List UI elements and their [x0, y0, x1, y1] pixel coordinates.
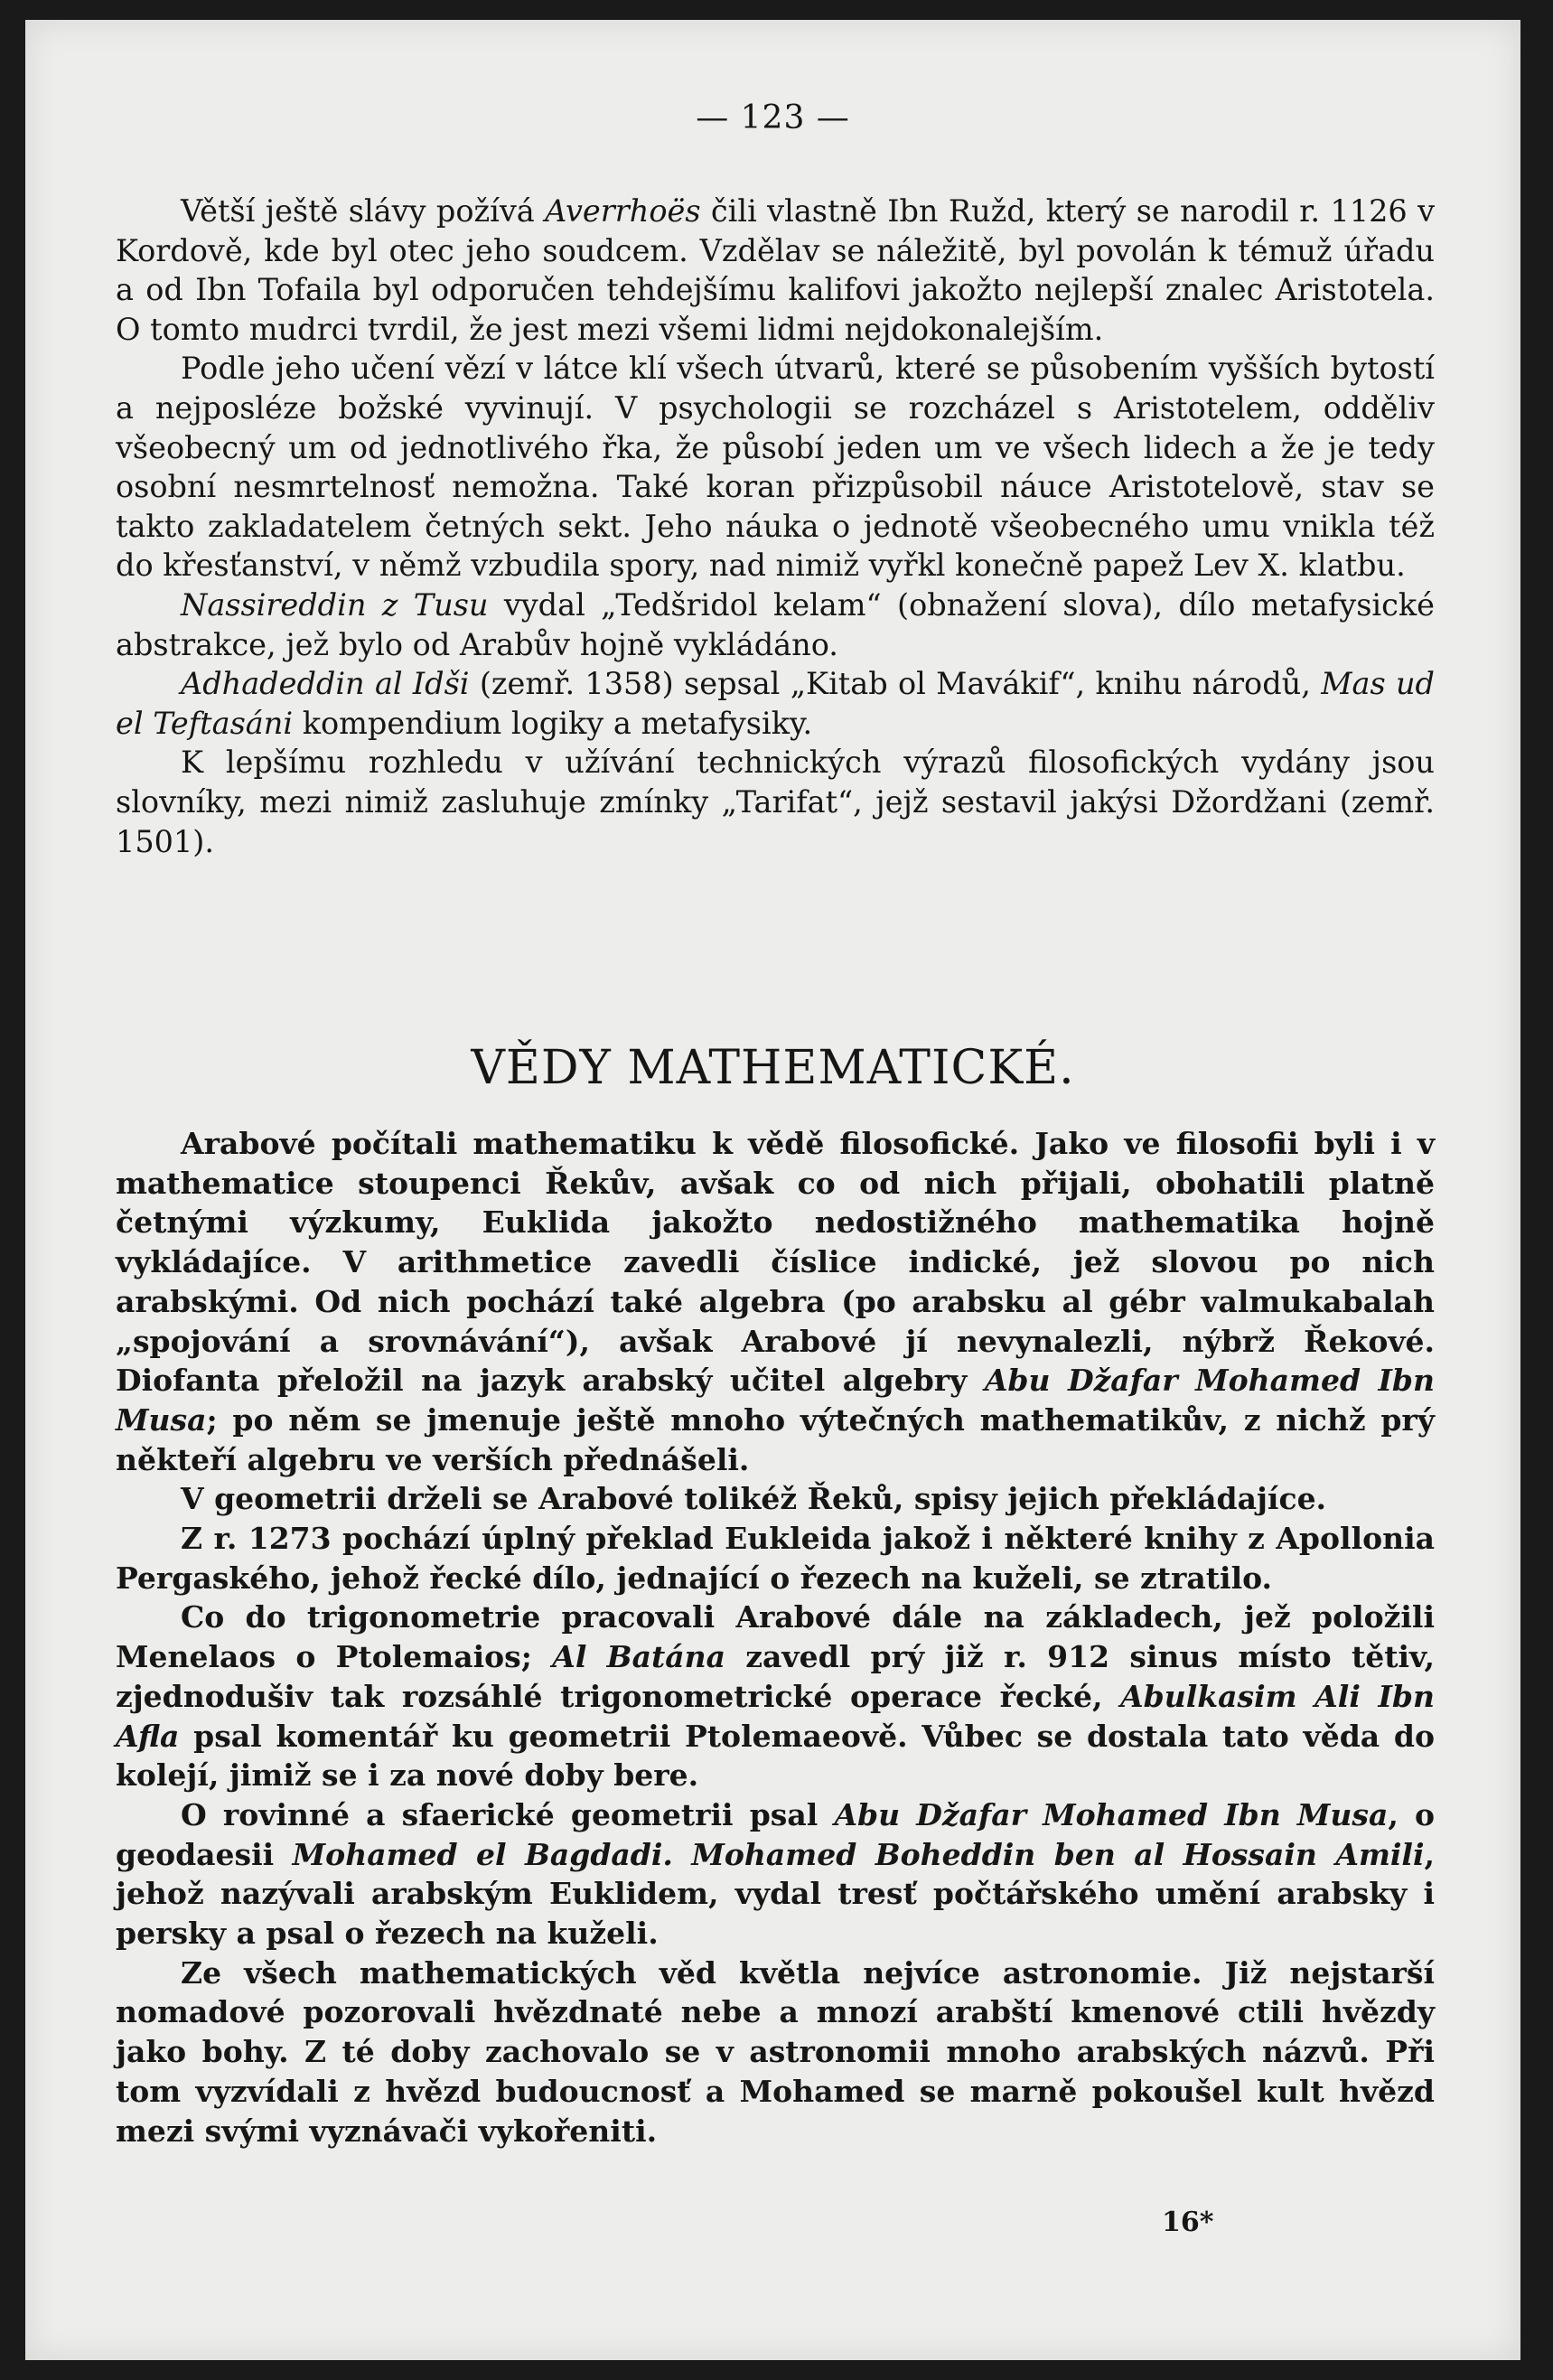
paragraph — [116, 743, 1435, 861]
text-run: Arabové počítali mathematiku k vědě filosofické. Jako ve filosofii byli i v mathematice stoupenci Řekův, avšak co od nich přijali, obohatili platně četnými výzkumy, Euklida jakožto nedostižného mathematika hojně vykládajíce. V arithmetice zavedli číslice indické, jež slovou po nich arabskými. Od nich pochází také algebra (po arabsku al gébr valmukabalah „spojování a srovnávání“), avšak Arabové jí nevynalezli, nýbrž Řekové. Diofanta přeložil na jazyk arabský učitel algebry — [116, 1126, 1435, 1399]
section-heading: VĚDY MATHEMATICKÉ. — [471, 1041, 1075, 1095]
paragraph — [116, 1598, 1435, 1795]
text-run: ; po něm se jmenuje ještě mnoho výtečných mathematikův, z nichž prý někteří algebru ve verších přednášeli. — [116, 1401, 1435, 1477]
italic-name: Abu Džafar Mohamed Ibn Musa — [116, 1363, 1436, 1438]
text-run: O rovinné a sfaerické geometrii psal — [181, 1796, 835, 1832]
text-run: Z r. 1273 pochází úplný překlad Eukleida jakož i některé knihy z Apollonia Pergaského, jehož řecké dílo, jednající o řezech na kuželi, se ztratilo. — [116, 1521, 1435, 1596]
text-run: vydal „Tedšridol kelam“ (obnažení slova), dílo metafysické abstrakce, jež bylo od Arabův hojně vykládáno. — [116, 586, 1435, 662]
page-number: — 123 — — [696, 99, 850, 136]
paragraph — [116, 349, 1435, 586]
text-run: psal komentář ku geometrii Ptolemaeově. Vůbec se dostala tato věda do kolejí, jimiž se i za nové doby bere. — [116, 1718, 1435, 1794]
text-run: Podle jeho učení vězí v látce klí všech útvarů, které se působením vyšších bytostí a nejposléze božské vyvinují. V psychologii se rozcházel s Aristotelem, odděliv všeobecný um od jednotlivého řka, že působí jeden um ve všech lidech a že je tedy osobní nesmrtelnosť nemožna. Také koran přizpůsobil náuce Aristotelově, stav se takto zakladatelem četných sekt. Jeho náuka o jednotě všeobecného umu vnikla též do křesťanství, v němž vzbudila spory, nad nimiž vyřkl konečně papež Lev X. klatbu. — [116, 351, 1435, 584]
paragraph — [116, 1954, 1435, 2151]
italic-name: Abulkasim Ali Ibn Afla — [116, 1678, 1435, 1754]
paragraph — [116, 1795, 1435, 1954]
paragraph — [116, 586, 1435, 664]
text-run: (zemř. 1358) sepsal „Kitab ol Mavákif“, knihu národů, — [469, 666, 1322, 702]
italic-name: Al Batána — [552, 1639, 725, 1675]
scanned-page — [25, 20, 1520, 2360]
text-run: K lepšímu rozhledu v užívání technických výrazů filosofických vydány jsou slovníky, mezi nimiž zasluhuje zmínky „Tarifat“, jejž sestavil jakýsi Džordžani (zemř. 1501). — [116, 745, 1435, 859]
text-run: Co do trigonometrie pracovali Arabové dále na základech, jež položili Menelaos o Ptolemaios; — [116, 1599, 1435, 1675]
text-run: V geometrii drželi se Arabové tolikéž Řeků, spisy jejich překládajíce. — [181, 1481, 1327, 1517]
text-run: Ze všech mathematických věd květla nejvíce astronomie. Již nejstarší nomadové pozorovali hvězdnaté nebe a mnozí arabští kmenové ctili hvězdy jako bohy. Z té doby zachovalo se v astronomii mnoho arabských názvů. Při tom vyzvídali z hvězd budoucnosť a Mohamed se marně pokoušel kult hvězd mezi svými vyznávači vykořeniti. — [116, 1954, 1435, 2149]
text-run: kompendium logiky a metafysiky. — [293, 705, 813, 741]
italic-name: Abu Džafar Mohamed Ibn Musa — [834, 1796, 1389, 1832]
italic-name: Adhadeddin al Idši — [181, 666, 470, 702]
italic-name: Averrhoës — [545, 193, 701, 229]
signature-mark: 16* — [1162, 2207, 1214, 2238]
text-run: Větší ještě slávy požívá — [181, 193, 546, 229]
section-mathematics-text — [116, 1124, 1435, 2150]
text-run: čili vlastně Ibn Ružd, který se narodil r. 1126 v Kordově, kde byl otec jeho soudcem. Vzdělav se náležitě, byl povolán k témuž úřadu a od Ibn Tofaila byl odporučen tehdejšímu kalifovi jakožto nejlepší znalec Aristotela. O tomto mudrci tvrdil, že jest mezi všemi lidmi nejdokonalejším. — [116, 193, 1435, 347]
paragraph — [116, 1519, 1435, 1598]
text-run: zavedl prý již r. 912 sinus místo tětiv, zjednodušiv tak rozsáhlé trigonometrické operace řecké, — [116, 1639, 1435, 1714]
paragraph — [116, 1124, 1435, 1479]
section-philosophy-text — [116, 192, 1435, 861]
italic-name: Mas ud el Teftasáni — [116, 666, 1435, 741]
italic-name: Nassireddin z Tusu — [181, 586, 489, 623]
paragraph — [116, 664, 1435, 743]
text-run: , o geodaesii — [116, 1796, 1435, 1872]
paragraph — [116, 1479, 1435, 1519]
italic-name: Mohamed el Bagdadi. Mohamed Boheddin ben al Hossain Amili — [292, 1836, 1425, 1872]
text-run: , jehož nazývali arabským Euklidem, vydal tresť počtářského umění arabsky i persky a psal o řezech na kuželi. — [116, 1836, 1435, 1952]
paragraph — [116, 192, 1435, 349]
